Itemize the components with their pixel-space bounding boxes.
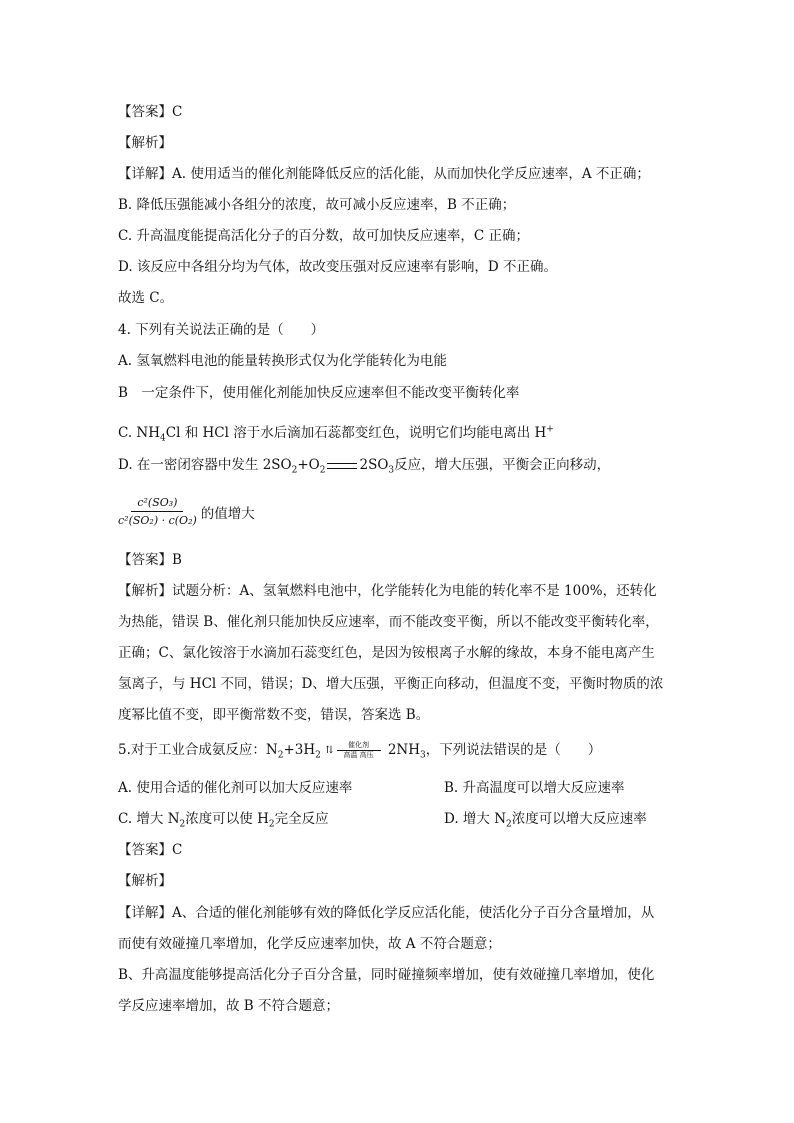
q5-option-c-text-1: C. 增大 N xyxy=(118,811,180,827)
q5-option-d xyxy=(444,809,647,829)
q5-stem-text-1: 5.对于工业合成氨反应：N xyxy=(118,742,278,758)
q5-option-c xyxy=(118,809,329,829)
q4-analysis-line-1: 【解析】试题分析：A、氢氧燃料电池中，化学能转化为电能的转化率不是 100%，还转化 xyxy=(118,583,657,599)
reversible-arrow-icon: ⇅ xyxy=(325,744,334,756)
q4-option-c-sub: 4 xyxy=(160,433,166,444)
q5-detail-line-2: 而使有效碰撞几率增加，化学反应速率加快，故 A 不符合题意； xyxy=(118,936,501,952)
q4-option-c-text-2: Cl 和 HCl 溶于水后滴加石蕊都变红色，说明它们均能电离出 H xyxy=(165,425,547,441)
equilibrium-arrow-icon xyxy=(327,463,357,469)
q4-analysis-line-4: 氢离子，与 HCl 不同，错误；D、增大压强，平衡正向移动，但温度不变，平衡时物质的浓 xyxy=(118,676,664,692)
fraction-suffix: 的值增大 xyxy=(200,505,255,522)
q4-option-d-sub-1: 2 xyxy=(291,465,298,476)
q5-option-c-text-2: 浓度可以使 H xyxy=(185,811,269,827)
condition-temp-pressure: 高温 高压 xyxy=(343,751,374,759)
q5-stem-sub-2: 2 xyxy=(315,750,321,761)
q3-analysis-label: 【解析】 xyxy=(118,135,172,151)
q3-detail-c: C. 升高温度能提高活化分子的百分数，故可加快反应速率，C 正确； xyxy=(118,228,530,244)
q4-option-d-text-2: +O xyxy=(297,457,320,473)
q3-answer: 【答案】C xyxy=(118,104,183,120)
reaction-conditions xyxy=(337,741,381,760)
q4-option-d-text-1: D. 在一密闭容器中发生 2SO xyxy=(118,457,292,473)
q5-stem-text-4: ，下列说法错误的是（ ） xyxy=(425,742,602,758)
q5-stem-text-3: 2NH xyxy=(387,742,421,758)
q5-analysis-label: 【解析】 xyxy=(118,873,172,889)
q5-answer: 【答案】C xyxy=(118,842,183,858)
fraction-numerator: c²(SO₃) xyxy=(131,496,183,512)
q3-detail-d: D. 该反应中各组分均为气体，故改变压强对反应速率有影响，D 不正确。 xyxy=(118,259,558,275)
q4-option-d-text-3: 2SO xyxy=(359,457,389,473)
q5-stem-text-2: +3H xyxy=(283,742,316,758)
q4-option-c xyxy=(118,423,554,443)
q4-answer: 【答案】B xyxy=(118,552,182,568)
q3-detail-b: B. 降低压强能减小各组分的浓度，故可减小反应速率，B 不正确； xyxy=(118,197,516,213)
q4-option-a: A. 氢氧燃料电池的能量转换形式仅为化学能转化为电能 xyxy=(118,353,447,369)
q4-option-d xyxy=(118,455,610,475)
q5-detail-line-1: 【详解】A、合适的催化剂能够有效的降低化学反应活化能，使活化分子百分含量增加，从 xyxy=(118,905,655,921)
q4-fraction-expression xyxy=(118,496,255,527)
q4-analysis-line-3: 正确；C、氯化铵溶于水滴加石蕊变红色，是因为铵根离子水解的缘故，本身不能电离产生 xyxy=(118,645,655,661)
q4-option-d-sub-2: 2 xyxy=(319,465,326,476)
q5-option-c-sub-2: 2 xyxy=(268,819,275,830)
q4-option-d-text-4: 反应，增大压强，平衡会正向移动， xyxy=(394,457,611,473)
q4-option-c-text-1: C. NH xyxy=(118,425,161,441)
fraction-denominator: c²(SO₂) · c(O₂) xyxy=(118,514,197,527)
q5-option-a: A. 使用合适的催化剂可以加大反应速率 xyxy=(118,780,353,796)
q5-option-d-sub: 2 xyxy=(506,819,512,830)
q5-stem xyxy=(118,740,601,761)
q4-analysis-line-2: 为热能，错误 B、催化剂只能加快反应速率，而不能改变平衡，所以不能改变平衡转化率， xyxy=(118,614,659,630)
q5-stem-sub-1: 2 xyxy=(277,750,284,761)
condition-catalyst: 催化剂 xyxy=(348,741,370,749)
q4-option-c-sup: + xyxy=(546,424,554,435)
q4-stem: 4. 下列有关说法正确的是（ ） xyxy=(118,322,325,338)
q5-option-b: B. 升高温度可以增大反应速率 xyxy=(444,780,625,796)
q4-option-b: B 一定条件下，使用催化剂能加快反应速率但不能改变平衡转化率 xyxy=(118,385,520,401)
q5-detail-line-3: B、升高温度能够提高活化分子百分含量，同时碰撞频率增加，使有效碰撞几率增加，使化 xyxy=(118,967,655,983)
q5-detail-line-4: 学反应速率增加，故 B 不符合题意； xyxy=(118,998,340,1014)
q3-conclusion: 故选 C。 xyxy=(118,290,174,306)
q5-option-d-text-2: 浓度可以增大反应速率 xyxy=(511,811,647,827)
q5-stem-sub-3: 3 xyxy=(420,750,426,761)
q3-detail-a: 【详解】A. 使用适当的催化剂能降低反应的活化能，从而加快化学反应速率，A 不正确； xyxy=(118,166,650,182)
q5-option-c-text-3: 完全反应 xyxy=(274,811,329,827)
q4-option-d-sub-3: 3 xyxy=(388,465,395,476)
q4-analysis-line-5: 度幂比值不变，即平衡常数不变，错误，答案选 B。 xyxy=(118,707,430,723)
q5-option-c-sub-1: 2 xyxy=(179,819,186,830)
fraction xyxy=(118,496,197,527)
q5-option-d-text-1: D. 增大 N xyxy=(444,811,507,827)
